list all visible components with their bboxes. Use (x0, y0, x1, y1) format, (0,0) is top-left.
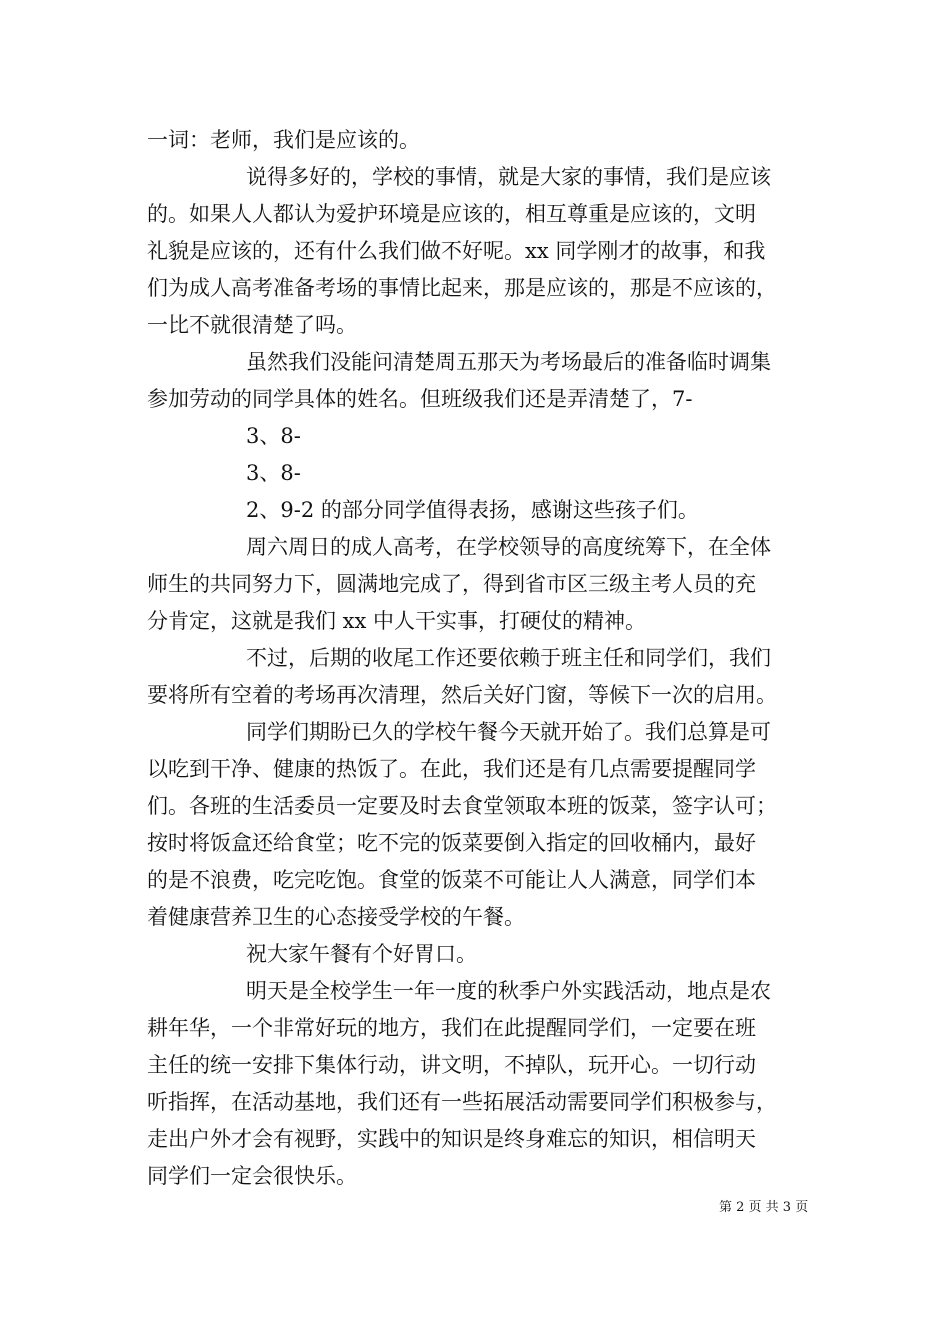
text-line: 同学们期盼已久的学校午餐今天就开始了。我们总算是可 (246, 720, 771, 744)
text-line: 按时将饭盒还给食堂；吃不完的饭菜要倒入指定的回收桶内，最好 (147, 831, 756, 855)
text-line: 3、8- (246, 424, 301, 448)
text-line: 一词：老师，我们是应该的。 (147, 128, 420, 152)
text-line: 们。各班的生活委员一定要及时去食堂领取本班的饭菜，签字认可； (147, 794, 777, 818)
text-line: 明天是全校学生一年一度的秋季户外实践活动，地点是农 (246, 979, 771, 1003)
text-line: 分肯定，这就是我们 xx 中人干实事，打硬仗的精神。 (147, 609, 647, 633)
text-line: 耕年华，一个非常好玩的地方，我们在此提醒同学们，一定要在班 (147, 1016, 756, 1040)
text-line: 礼貌是应该的，还有什么我们做不好呢。xx 同学刚才的故事，和我 (147, 239, 766, 263)
text-line: 参加劳动的同学具体的姓名。但班级我们还是弄清楚了，7- (147, 387, 693, 411)
text-line: 主任的统一安排下集体行动，讲文明，不掉队，玩开心。一切行动 (147, 1053, 756, 1077)
text-line: 虽然我们没能问清楚周五那天为考场最后的准备临时调集 (246, 350, 771, 374)
text-line: 周六周日的成人高考，在学校领导的高度统筹下，在全体 (246, 535, 771, 559)
text-line: 同学们一定会很快乐。 (147, 1164, 357, 1188)
text-line: 一比不就很清楚了吗。 (147, 313, 357, 337)
text-line: 说得多好的，学校的事情，就是大家的事情，我们是应该 (246, 165, 771, 189)
page-number: 第 2 页 共 3 页 (719, 1200, 809, 1215)
text-line: 以吃到干净、健康的热饭了。在此，我们还是有几点需要提醒同学 (147, 757, 756, 781)
text-line: 的。如果人人都认为爱护环境是应该的，相互尊重是应该的，文明 (147, 202, 756, 226)
text-line: 师生的共同努力下，圆满地完成了，得到省市区三级主考人员的充 (147, 572, 756, 596)
text-line: 着健康营养卫生的心态接受学校的午餐。 (147, 905, 525, 929)
document-body (147, 122, 812, 1195)
text-line: 祝大家午餐有个好胃口。 (246, 942, 477, 966)
text-line: 不过，后期的收尾工作还要依赖于班主任和同学们，我们 (246, 646, 771, 670)
text-line: 听指挥，在活动基地，我们还有一些拓展活动需要同学们积极参与， (147, 1090, 777, 1114)
text-line: 走出户外才会有视野，实践中的知识是终身难忘的知识，相信明天 (147, 1127, 756, 1151)
text-line: 2、9-2 的部分同学值得表扬，感谢这些孩子们。 (246, 498, 699, 522)
text-line: 的是不浪费，吃完吃饱。食堂的饭菜不可能让人人满意，同学们本 (147, 868, 756, 892)
text-line: 3、8- (246, 461, 301, 485)
text-line: 要将所有空着的考场再次清理，然后关好门窗，等候下一次的启用。 (147, 683, 777, 707)
text-line: 们为成人高考准备考场的事情比起来，那是应该的，那是不应该的， (147, 276, 777, 300)
